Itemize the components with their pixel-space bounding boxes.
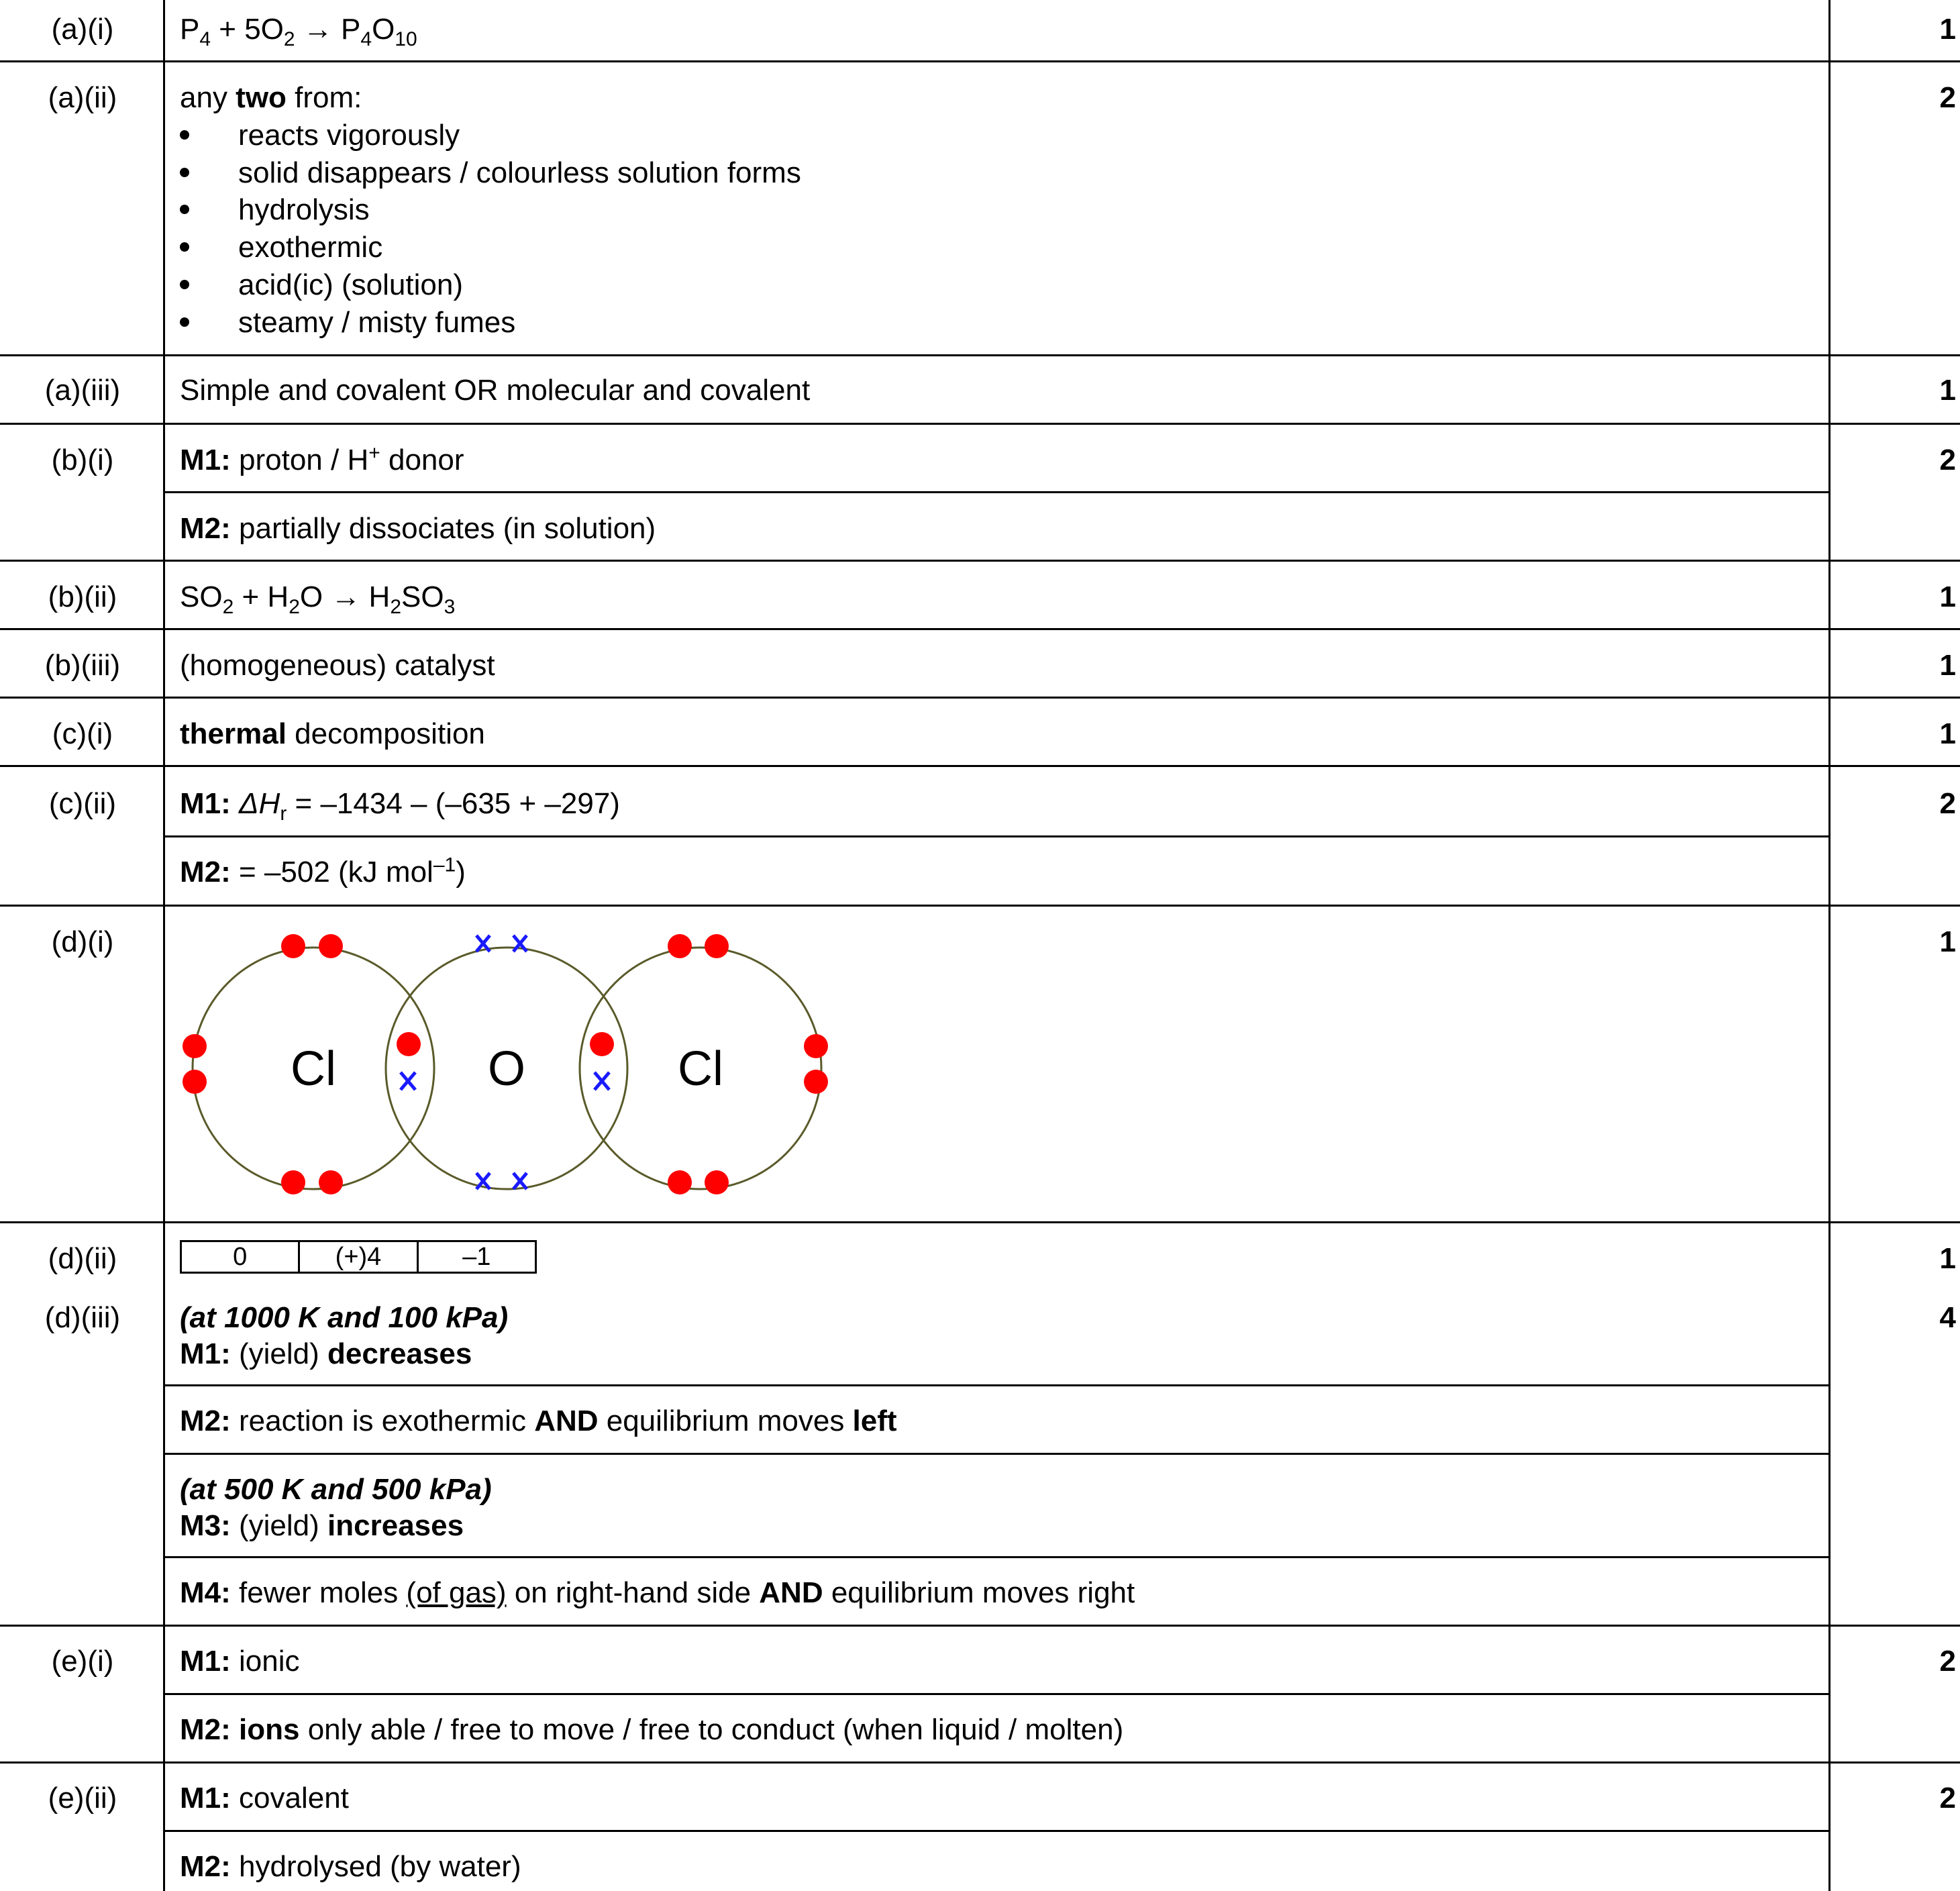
question-label: (d)(i) — [51, 925, 114, 958]
row-divider — [0, 423, 1960, 425]
oxidation-states-table — [180, 1240, 537, 1274]
answer-m1: M1: (yield) decreases — [180, 1337, 472, 1370]
row-divider — [0, 1221, 1960, 1223]
question-label: (b)(i) — [51, 444, 114, 476]
bullet-point — [180, 242, 189, 252]
answer-text: Simple and covalent OR molecular and covalent — [180, 374, 811, 407]
marks-value: 1 — [1939, 649, 1956, 682]
question-label: (e)(i) — [51, 1645, 114, 1678]
electron-dot — [705, 1170, 729, 1194]
column-divider — [1828, 0, 1830, 1891]
question-label: (b)(ii) — [48, 580, 117, 613]
marks-value: 2 — [1939, 1645, 1956, 1678]
marks-value: 2 — [1939, 787, 1956, 820]
bullet-text: steamy / misty fumes — [238, 306, 516, 339]
electron-dot — [705, 934, 729, 958]
sub-row-divider — [164, 1384, 1830, 1386]
oxidation-state-cell: 0 — [233, 1243, 248, 1271]
row-divider — [0, 905, 1960, 907]
question-label: (a)(iii) — [44, 374, 121, 407]
electron-dot — [281, 1170, 305, 1194]
marks-value: 1 — [1939, 13, 1956, 46]
answer-m2: M2: ions only able / free to move / free to conduct (when liquid / molten) — [180, 1713, 1124, 1746]
bullet-text: reacts vigorously — [238, 119, 460, 152]
row-divider — [0, 354, 1960, 356]
sub-row-divider — [164, 1556, 1830, 1558]
equation-a-i: $P_4 + 5O_2 \to P_4O_{10}$ — [180, 13, 417, 50]
sub-row-divider — [164, 1830, 1830, 1832]
answer-text: (homogeneous) catalyst — [180, 649, 495, 682]
oxidation-state-cell: (+)4 — [298, 1242, 416, 1272]
electron-dot — [183, 1034, 207, 1058]
electron-dot — [281, 934, 305, 958]
row-divider — [0, 1625, 1960, 1627]
bullet-point — [180, 130, 189, 140]
marks-value: 2 — [1939, 444, 1956, 476]
answer-intro: any two from: — [180, 81, 362, 114]
sub-row-divider — [164, 1453, 1830, 1455]
marks-value: 2 — [1939, 81, 1956, 114]
row-divider — [0, 697, 1960, 699]
electron-dot — [668, 1170, 692, 1194]
row-divider — [0, 765, 1960, 767]
row-divider — [0, 560, 1960, 562]
electron-dot — [397, 1032, 421, 1056]
bullet-point — [180, 205, 189, 214]
answer-m3: M3: (yield) increases — [180, 1509, 464, 1542]
question-label: (e)(ii) — [48, 1782, 117, 1815]
answer-m2: M2: hydrolysed (by water) — [180, 1850, 521, 1883]
marks-value: 1 — [1939, 1242, 1956, 1275]
row-divider — [0, 60, 1960, 62]
row-divider — [0, 628, 1960, 630]
question-label: (c)(ii) — [48, 787, 117, 820]
equation-b-ii: $SO_2 + H_2O \to H_2SO_3$ — [180, 580, 456, 618]
answer-m1: M1: covalent — [180, 1782, 349, 1815]
bullet-point — [180, 317, 189, 327]
marks-value: 2 — [1939, 1782, 1956, 1815]
row-divider — [0, 1761, 1960, 1764]
electron-dot — [319, 1170, 343, 1194]
answer-m2: M2: reaction is exothermic AND equilibrium moves left — [180, 1404, 897, 1437]
electron-cross — [513, 1173, 527, 1189]
electron-dot — [590, 1032, 614, 1056]
bullet-text: hydrolysis — [238, 193, 370, 226]
question-label: (a)(i) — [51, 13, 114, 46]
answer-m1: M1: proton / H+ donor — [180, 442, 464, 476]
electron-dot — [804, 1070, 828, 1094]
marks-value: 1 — [1939, 374, 1956, 407]
electron-dot — [319, 934, 343, 958]
electron-dot — [804, 1034, 828, 1058]
marks-value: 1 — [1939, 580, 1956, 613]
sub-row-divider — [164, 491, 1830, 493]
marks-value: 1 — [1939, 717, 1956, 750]
condition-heading: (at 500 K and 500 kPa) — [180, 1473, 492, 1506]
question-label: (d)(ii) — [48, 1242, 117, 1275]
sub-row-divider — [164, 835, 1830, 837]
question-label: (a)(ii) — [48, 81, 117, 114]
dot-and-cross-diagram — [176, 921, 840, 1208]
bullet-point — [180, 280, 189, 289]
answer-m2: M2: = –502 (kJ mol$^{-1}$) — [180, 854, 466, 888]
question-label: (c)(i) — [52, 717, 113, 750]
bullet-point — [180, 168, 189, 177]
answer-text: thermal decomposition — [180, 717, 485, 750]
electron-cross — [595, 1072, 609, 1090]
answer-m1: M1: $\Delta H_r = -1434 - (-635 + -297)$ — [180, 787, 620, 825]
sub-row-divider — [164, 1693, 1830, 1695]
oxidation-state-cell: –1 — [417, 1242, 535, 1272]
question-label: (d)(iii) — [44, 1301, 121, 1334]
question-label: (b)(iii) — [44, 649, 121, 682]
answer-m2: M2: partially dissociates (in solution) — [180, 512, 656, 545]
atom-symbol: Cl — [678, 1042, 723, 1096]
atom-symbol: Cl — [291, 1042, 336, 1096]
electron-dot — [183, 1070, 207, 1094]
bullet-text: solid disappears / colourless solution forms — [238, 156, 801, 189]
atom-symbol: O — [487, 1042, 526, 1096]
condition-heading: (at 1000 K and 100 kPa) — [180, 1301, 509, 1334]
electron-dot — [668, 934, 692, 958]
bullet-text: exothermic — [238, 231, 383, 264]
bullet-text: acid(ic) (solution) — [238, 268, 463, 301]
electron-cross — [401, 1072, 415, 1090]
marks-value: 4 — [1939, 1301, 1956, 1334]
answer-m4: M4: fewer moles (of gas) on right-hand side AND equilibrium moves right — [180, 1576, 1135, 1609]
marks-value: 1 — [1939, 925, 1956, 958]
answer-m1: M1: ionic — [180, 1645, 300, 1678]
